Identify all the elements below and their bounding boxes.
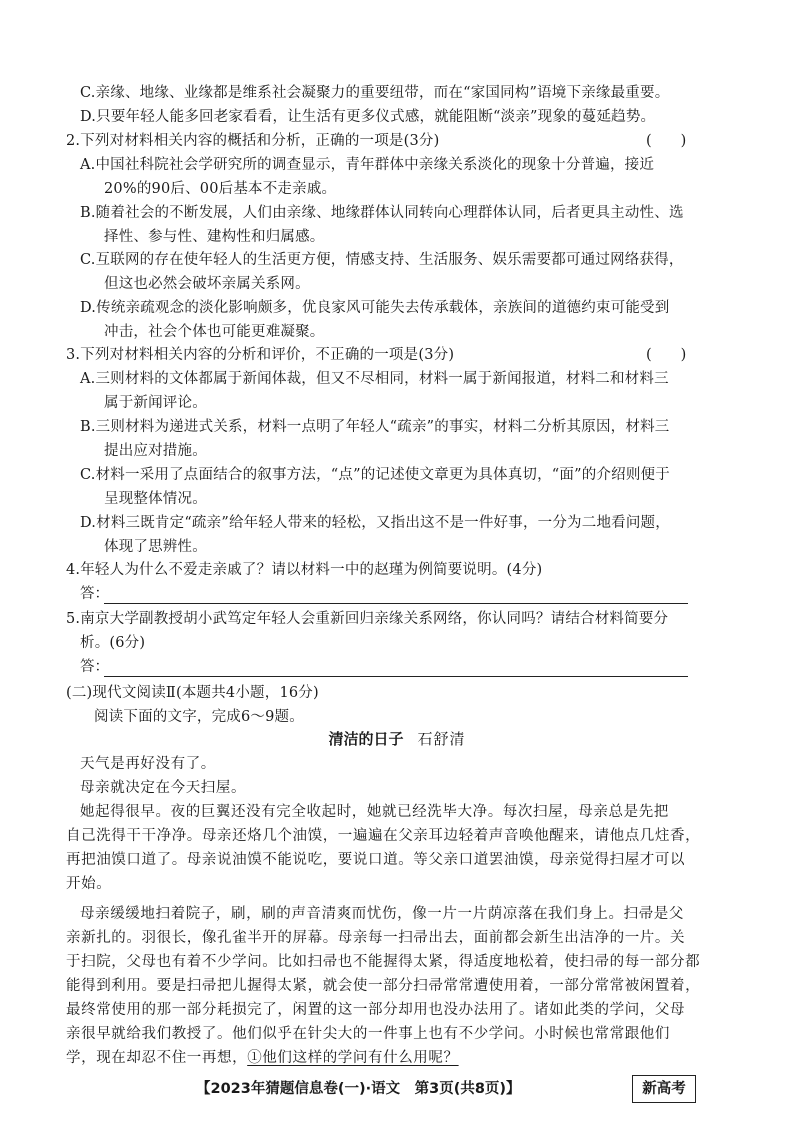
q4-answer-label: 答： [80, 586, 109, 602]
q2-option-d-line1: D.传统亲疏观念的淡化影响颇多，优良家风可能失去传承载体，亲族间的道德约束可能受到 [80, 300, 670, 316]
q3-option-c-line2: 呈现整体情况。 [104, 491, 207, 507]
section-heading: (二)现代文阅读Ⅱ(本题共4小题，16分) [66, 685, 319, 701]
q2-option-c-line1: C.互联网的存在使年轻人的生活更方便，情感支持、生活服务、娱乐需要都可通过网络获得， [80, 252, 684, 268]
page-footer: 【2023年猜题信息卷(一)·语文 第3页(共8页)】 [196, 1081, 521, 1097]
q3-option-d-line2: 体现了思辨性。 [104, 539, 207, 555]
q5-stem-line2: 析。(6分) [80, 635, 146, 651]
q5-answer-line[interactable] [104, 676, 688, 677]
q2-answer-paren[interactable]: ( ) [646, 133, 687, 149]
q2-option-a-line1: A.中国社科院社会学研究所的调查显示，青年群体中亲缘关系淡化的现象十分普遍，接近 [80, 157, 655, 173]
q3-option-c-line1: C.材料一采用了点面结合的叙事方法，“点”的记述使文章更为具体真切，“面”的介绍则便于 [80, 467, 670, 483]
q2-stem: 2.下列对材料相关内容的概括和分析，正确的一项是(3分) [66, 133, 440, 149]
story-title: 清洁的日子 [328, 730, 404, 748]
q1-option-d: D.只要年轻人能多回老家看看，让生活有更多仪式感，就能阻断“淡亲”现象的蔓延趋势。 [80, 109, 656, 125]
q2-option-c-line2: 但这也必然会破坏亲属关系网。 [104, 276, 310, 292]
q2-option-b-line2: 择性、参与性、建构性和归属感。 [104, 229, 325, 245]
section-instruction: 阅读下面的文字，完成6～9题。 [94, 709, 304, 725]
underlined-question-1: ①他们这样的学问有什么用呢？ [247, 1050, 459, 1066]
story-line: 母亲就决定在今天扫屋。 [80, 780, 247, 796]
story-line: 最终常使用的那一部分耗损完了，闲置的这一部分却用也没办法用了。诸如此类的学问，父母 [66, 1002, 686, 1018]
story-line: 开始。 [66, 876, 112, 892]
q3-answer-paren[interactable]: ( ) [646, 347, 687, 363]
story-line: 她起得很早。夜的巨翼还没有完全收起时，她就已经洗毕大净。每次扫屋，母亲总是先把 [80, 804, 669, 820]
q5-answer-label: 答： [80, 659, 109, 675]
q2-option-b-line1: B.随着社会的不断发展，人们由亲缘、地缘群体认同转向心理群体认同，后者更具主动性、选 [80, 205, 684, 221]
story-author: 石舒清 [417, 730, 466, 748]
story-line [66, 1047, 459, 1070]
story-line: 亲新扎的。羽很长，像孔雀半开的屏幕。母亲每一扫帚出去，面前都会新生出洁净的一片。关 [66, 930, 686, 946]
story-line: 母亲缓缓地扫着院子，刷，刷的声音清爽而忧伤，像一片一片荫凉落在我们身上。扫帚是父 [80, 906, 684, 922]
q4-answer-line[interactable] [104, 603, 688, 604]
q5-stem-line1: 5.南京大学副教授胡小武笃定年轻人会重新回归亲缘关系网络，你认同吗？请结合材料简要分 [66, 611, 669, 627]
q3-option-a-line2: 属于新闻评论。 [104, 395, 207, 411]
q4-stem: 4.年轻人为什么不爱走亲戚了？请以材料一中的赵瑾为例简要说明。(4分) [66, 562, 543, 578]
story-line: 天气是再好没有了。 [80, 756, 216, 772]
q3-option-a-line1: A.三则材料的文体都属于新闻体裁，但又不尽相同，材料一属于新闻报道，材料二和材料三 [80, 371, 669, 387]
q2-option-a-line2: 20%的90后、00后基本不走亲戚。 [104, 181, 337, 197]
story-line: 于扫院，父母也有着不少学问。比如扫帚也不能握得太紧，得适度地松着，使扫帚的每一部分都 [66, 954, 701, 970]
q2-option-d-line2: 冲击，社会个体也可能更难凝聚。 [104, 324, 325, 340]
q3-option-d-line1: D.材料三既肯定“疏亲”给年轻人带来的轻松，又指出这不是一件好事，一分为二地看问题， [80, 515, 670, 531]
story-title-row [0, 728, 794, 750]
q3-option-b-line2: 提出应对措施。 [104, 443, 207, 459]
story-line: 亲很早就给我们教授了。他们似乎在针尖大的一件事上也有不少学问。小时候也常常跟他们 [66, 1026, 670, 1042]
q3-option-b-line1: B.三则材料为递进式关系，材料一点明了年轻人“疏亲”的事实，材料二分析其原因，材料三 [80, 419, 670, 435]
exam-type-badge: 新高考 [632, 1075, 696, 1103]
q1-option-c: C.亲缘、地缘、业缘都是维系社会凝聚力的重要纽带，而在“家国同构”语境下亲缘最重要。 [80, 85, 670, 101]
story-line-text: 学，现在却忍不住一再想， [66, 1050, 248, 1066]
story-line: 自己洗得干干净净。母亲还烙几个油馍，一遍遍在父亲耳边轻着声音唤他醒来，请他点几炷香， [66, 828, 701, 844]
story-line: 再把油馍口道了。母亲说油馍不能说吃，要说口道。等父亲口道罢油馍，母亲觉得扫屋才可以 [66, 852, 686, 868]
q3-stem: 3.下列对材料相关内容的分析和评价，不正确的一项是(3分) [66, 347, 455, 363]
story-line: 能得到利用。要是扫帚把儿握得太紧，就会使一部分扫帚常常遭使用着，一部分常常被闲置着， [66, 978, 701, 994]
